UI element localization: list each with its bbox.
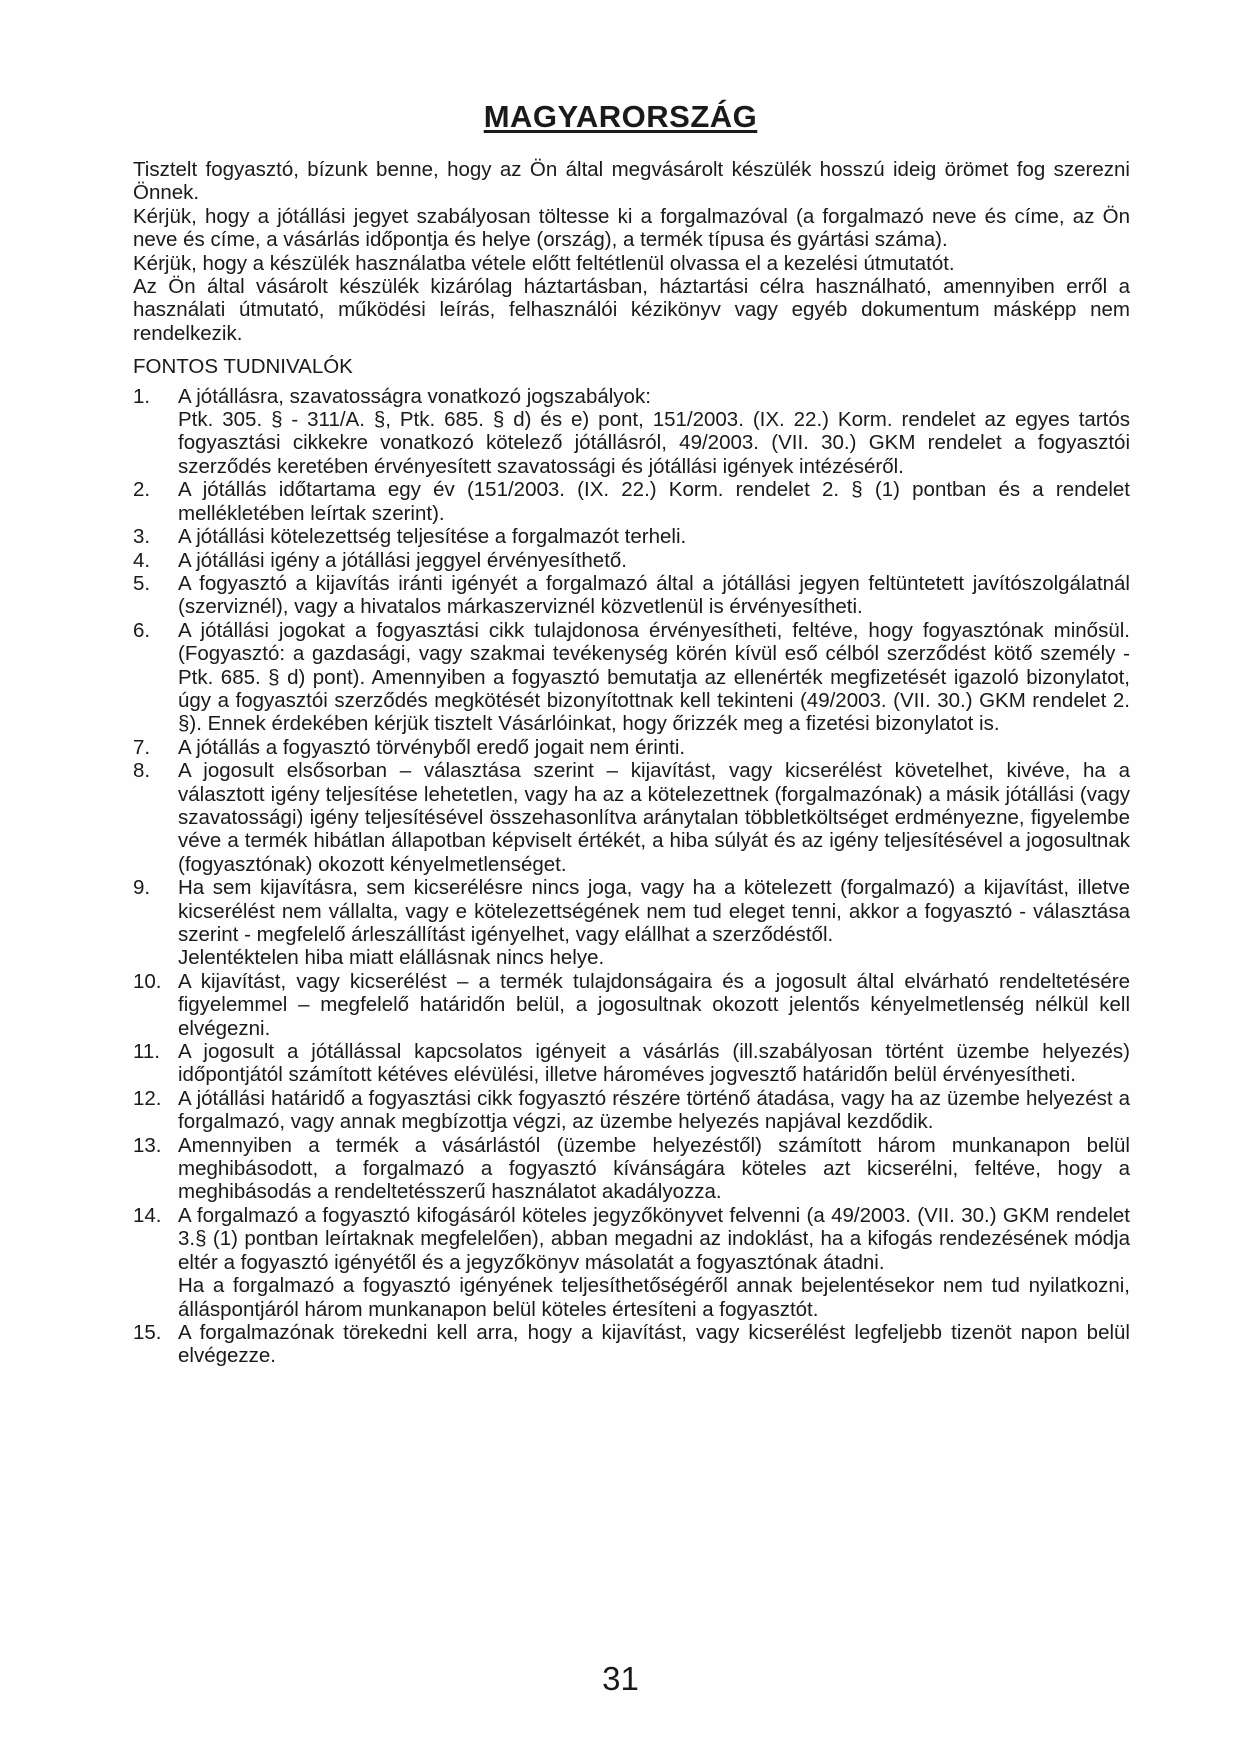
list-item — [133, 759, 1130, 876]
list-item — [133, 385, 1130, 479]
list-item — [133, 1134, 1130, 1204]
item-text: A jótállási jogokat a fogyasztási cikk tulajdonosa érvényesítheti, feltéve, hogy fogyasztónak minősül. (Fogyasztó: a gazdasági, vagy szakmai tevékenység körén kívül eső célból szerződést kötő személy - Ptk. 685. § d) pont). Amennyiben a fogyasztó bemutatja az ellenérték megfizetését igazoló bizonylatot, úgy a fogyasztói szerződés megkötését bizonyítottnak kell tekinteni (49/2003. (VII. 30.) GKM rendelet 2. §). Ennek érdekében kérjük tisztelt Vásárlóinkat, hogy őrizzék meg a fizetési bizonylatot is. — [178, 618, 1130, 736]
page-number: 31 — [602, 1660, 639, 1697]
item-number: 9. — [133, 876, 151, 900]
list-item — [133, 478, 1130, 525]
item-text: A fogyasztó a kijavítás iránti igényét a forgalmazó által a jótállási jegyen feltüntetett javítószolgálatnál (szerviznél), vagy a hivatalos márkaszerviznél közvetlenül is érvényesítheti. — [178, 571, 1130, 619]
item-number: 13. — [133, 1133, 162, 1157]
document-body — [133, 158, 1130, 1368]
list-item — [133, 876, 1130, 970]
item-text: Ptk. 305. § - 311/A. §, Ptk. 685. § d) és e) pont, 151/2003. (IX. 22.) Korm. rendelet az egyes tartós fogyasztási cikkekre vonatkozó kötelező jótállásról, 49/2003. (VII. 30.) GKM rendelet a fogyasztói szerződés keretében érvényesített szavatossági és jótállási igények intézéséről. — [178, 408, 1130, 478]
list-item — [133, 970, 1130, 1040]
section-heading: FONTOS TUDNIVALÓK — [133, 355, 353, 379]
item-text: A forgalmazónak törekedni kell arra, hogy a kijavítást, vagy kicserélést legfeljebb tizenöt napon belül elvégezze. — [178, 1320, 1130, 1368]
list-item — [133, 619, 1130, 736]
item-number: 4. — [133, 548, 151, 572]
item-text: Ha a forgalmazó a fogyasztó igényének teljesíthetőségéről annak bejelentésekor nem tud nyilatkozni, álláspontjáról három munkanapon belül köteles értesíteni a fogyasztót. — [178, 1274, 1130, 1321]
intro-paragraph: Tisztelt fogyasztó, bízunk benne, hogy az Ön által megvásárolt készülék hosszú ideig örömet fog szerezni Önnek. — [133, 158, 1130, 205]
item-text: A jótállásra, szavatosságra vonatkozó jogszabályok: — [178, 384, 651, 408]
item-text: A forgalmazó a fogyasztó kifogásáról köteles jegyzőkönyvet felvenni (a 49/2003. (VII. 30.) GKM rendelet 3.§ (1) pontban leírtaknak megfelelően), abban megadni az indoklást, ha a kifogás rendezésének módja eltér a fogyasztó igényétől és a jegyzőkönyv másolatát a fogyasztónak átadni. — [178, 1203, 1130, 1274]
item-number: 1. — [133, 384, 151, 408]
intro-paragraph: Kérjük, hogy a jótállási jegyet szabályosan töltesse ki a forgalmazóval (a forgalmazó neve és címe, az Ön neve és címe, a vásárlás időpontja és helye (ország), a termék típusa és gyártási száma). — [133, 204, 1130, 252]
notice-list — [133, 385, 1130, 1368]
list-item — [133, 525, 1130, 548]
item-text: A jogosult a jótállással kapcsolatos igényeit a vásárlás (ill.szabályosan történt üzembe helyezés) időpontjától számított kétéves elévülési, illetve hároméves jogvesztő határidőn belül érvényesítheti. — [178, 1040, 1130, 1087]
item-number: 5. — [133, 571, 151, 595]
item-number: 2. — [133, 478, 151, 502]
item-number: 11. — [133, 1040, 160, 1064]
list-item — [133, 549, 1130, 572]
intro-paragraph: Az Ön által vásárolt készülék kizárólag háztartásban, háztartási célra használható, amennyiben erről a használati útmutató, működési leírás, felhasználói kézikönyv vagy egyéb dokumentum másképp nem rendelkezik. — [133, 275, 1130, 345]
item-text: A kijavítást, vagy kicserélést – a termék tulajdonságaira és a jogosult által elvárható rendeltetésére figyelemmel – megfelelő határidőn belül, a jogosultnak okozott jelentős kényelmetlenség nélkül kell elvégezni. — [178, 969, 1130, 1040]
item-number: 6. — [133, 618, 151, 642]
list-item — [133, 572, 1130, 619]
item-number: 7. — [133, 735, 151, 759]
list-item — [133, 736, 1130, 759]
list-item — [133, 1204, 1130, 1321]
item-text: Jelentéktelen hiba miatt elállásnak nincs helye. — [178, 946, 605, 970]
item-text: A jótállási határidő a fogyasztási cikk fogyasztó részére történő átadása, vagy ha az üzembe helyezést a forgalmazó, vagy annak megbízottja végzi, az üzembe helyezés napjával kezdődik. — [178, 1086, 1130, 1134]
item-number: 15. — [133, 1320, 162, 1344]
item-text: Amennyiben a termék a vásárlástól (üzembe helyezéstől) számított három munkanapon belül meghibásodott, a forgalmazó a fogyasztó kívánságára köteles azt kicserélni, feltéve, hogy a meghibásodás a rendeltetésszerű használatot akadályozza. — [178, 1133, 1130, 1204]
item-text: Ha sem kijavításra, sem kicserélésre nincs joga, vagy ha a kötelezett (forgalmazó) a kijavítást, illetve kicserélést nem vállalta, vagy e kötelezettségének nem tud eleget tenni, akkor a fogyasztó - választása szerint - megfelelő árleszállítást igényelhet, vagy elállhat a szerződéstől. — [178, 876, 1130, 946]
item-number: 12. — [133, 1086, 162, 1110]
item-number: 8. — [133, 759, 151, 783]
item-text: A jótállás a fogyasztó törvényből eredő jogait nem érinti. — [178, 735, 686, 759]
list-item — [133, 1087, 1130, 1134]
item-text: A jótállás időtartama egy év (151/2003. (IX. 22.) Korm. rendelet 2. § (1) pontban és a rendelet mellékletében leírtak szerint). — [178, 478, 1130, 525]
item-text: A jogosult elsősorban – választása szerint – kijavítást, vagy kicserélést követelhet, kivéve, ha a választott igény teljesítése lehetetlen, vagy ha az a kötelezettnek (forgalmazónak) a másik jótállási (vagy szavatossági) igény teljesítésével összehasonlítva aránytalan többletköltséget erdményezne, figyelembe véve a termék hibátlan állapotban képviselt értékét, a hiba súlyát és az igény teljesítésével a jogosultnak (fogyasztónak) okozott kényelmetlenséget. — [178, 759, 1130, 876]
list-item — [133, 1321, 1130, 1368]
page-title: MAGYARORSZÁG — [483, 99, 758, 134]
item-number: 10. — [133, 969, 162, 993]
item-number: 14. — [133, 1203, 162, 1227]
item-text: A jótállási igény a jótállási jeggyel érvényesíthető. — [178, 548, 627, 572]
item-text: A jótállási kötelezettség teljesítése a forgalmazót terheli. — [178, 525, 687, 549]
list-item — [133, 1040, 1130, 1087]
intro-paragraph: Kérjük, hogy a készülék használatba vétele előtt feltétlenül olvassa el a kezelési útmutatót. — [133, 251, 955, 275]
item-number: 3. — [133, 525, 151, 549]
